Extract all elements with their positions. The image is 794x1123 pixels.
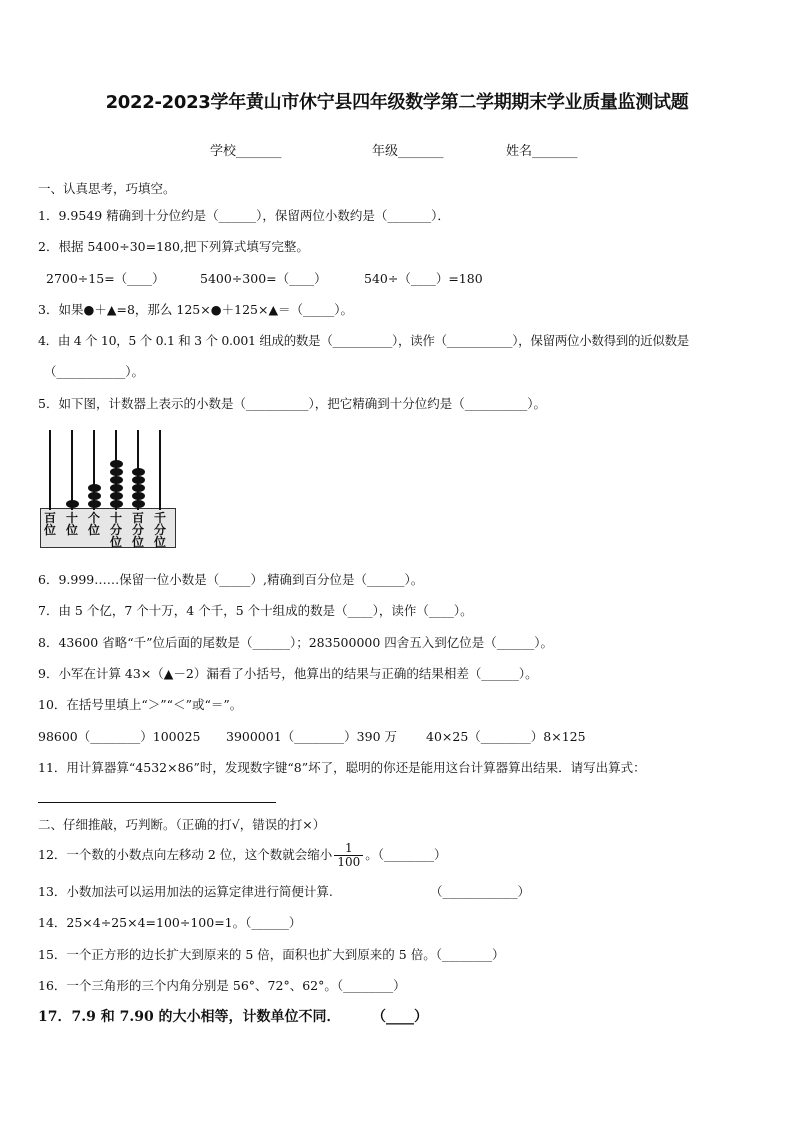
- grade-field: 年级_______: [372, 144, 444, 159]
- name-field: 姓名_______: [506, 144, 578, 159]
- abacus-bead: [132, 484, 145, 492]
- question-17-blank: （____）: [372, 1009, 428, 1025]
- abacus-label: 十分位: [109, 511, 122, 549]
- question-4-continued: （___________）。: [44, 364, 145, 379]
- question-8: 8．43600 省略“千”位后面的尾数是（______）；283500000 四舍五入到亿位是（______）。: [38, 635, 554, 650]
- abacus-bead: [110, 468, 123, 476]
- fraction-one-hundredth: [334, 842, 363, 869]
- question-2b: 5400÷300=（____）: [200, 271, 327, 286]
- question-17: 17．7.9 和 7.90 的大小相等，计数单位不同．: [38, 1009, 341, 1025]
- question-12-text: 12．一个数的小数点向左移动 2 位，这个数就会缩小: [38, 847, 333, 862]
- abacus-figure: [40, 430, 176, 550]
- section-2-heading: 二、仔细推敲，巧判断。（正确的打√，错误的打×）: [38, 817, 326, 832]
- abacus-rod: [71, 430, 73, 510]
- school-field: 学校_______: [210, 144, 282, 159]
- question-1: 1．9.9549 精确到十分位约是（______），保留两位小数约是（_______）．: [38, 208, 450, 223]
- abacus-bead: [110, 476, 123, 484]
- abacus-bead: [66, 500, 79, 508]
- question-12: [38, 840, 446, 870]
- abacus-label: 十位: [65, 511, 78, 537]
- question-9: 9．小军在计算 43×（▲－2）漏看了小括号，他算出的结果与正确的结果相差（______）。: [38, 666, 538, 681]
- abacus-bead: [88, 492, 101, 500]
- question-6: 6．9.999……保留一位小数是（_____）,精确到百分位是（______）。: [38, 572, 424, 587]
- question-10a: 98600（________）100025: [38, 729, 201, 744]
- abacus-rod: [159, 430, 161, 510]
- abacus-bead: [132, 476, 145, 484]
- abacus-bead: [132, 468, 145, 476]
- question-16: 16．一个三角形的三个内角分别是 56°、72°、62°。（________）: [38, 978, 406, 993]
- question-13: 13．小数加法可以运用加法的运算定律进行简便计算.: [38, 884, 333, 899]
- question-2: 2．根据 5400÷30=180,把下列算式填写完整。: [38, 239, 309, 254]
- question-10: 10．在括号里填上“＞”“＜”或“＝”。: [38, 697, 243, 712]
- fraction-numerator: 1: [334, 842, 363, 856]
- question-10b: 3900001（________）390 万: [226, 729, 398, 744]
- question-2a: 2700÷15=（____）: [46, 271, 165, 286]
- abacus-label: 千分位: [153, 511, 166, 549]
- abacus-bead: [110, 492, 123, 500]
- question-14: 14．25×4÷25×4=100÷100=1。（______）: [38, 915, 302, 930]
- question-12-blank: 。（________）: [365, 847, 447, 862]
- section-1-heading: 一、认真思考，巧填空。: [38, 181, 176, 196]
- abacus-bead: [110, 484, 123, 492]
- abacus-bead: [88, 484, 101, 492]
- abacus-bead: [110, 500, 123, 508]
- abacus-bead: [132, 492, 145, 500]
- question-7: 7．由 5 个亿，7 个十万，4 个千，5 个十组成的数是（____），读作（____）。: [38, 603, 473, 618]
- abacus-bead: [132, 500, 145, 508]
- fraction-denominator: 100: [337, 855, 361, 869]
- abacus-bead: [110, 460, 123, 468]
- question-4: 4．由 4 个 10，5 个 0.1 和 3 个 0.001 组成的数是（__________），读作（___________），保留两位小数得到的近似数是: [38, 333, 689, 348]
- abacus-rod: [49, 430, 51, 510]
- abacus-label: 百位: [43, 511, 56, 537]
- question-11: 11．用计算器算“4532×86”时，发现数字键“8”坏了，聪明的你还是能用这台计算器算出结果．请写出算式：: [38, 760, 646, 775]
- question-5: 5．如下图，计数器上表示的小数是（__________），把它精确到十分位约是（__________）。: [38, 396, 546, 411]
- abacus-label: 个位: [87, 511, 100, 537]
- question-2c: 540÷（____）=180: [364, 271, 483, 286]
- abacus-bead: [88, 500, 101, 508]
- page-title: 2022-2023学年黄山市休宁县四年级数学第二学期期末学业质量监测试题: [105, 92, 689, 113]
- question-13-blank: （____________）: [430, 884, 531, 899]
- question-10c: 40×25（________）8×125: [426, 729, 586, 744]
- abacus-label: 百分位: [131, 511, 144, 549]
- question-15: 15．一个正方形的边长扩大到原来的 5 倍，面积也扩大到原来的 5 倍。（________）: [38, 947, 505, 962]
- answer-line: [38, 802, 276, 803]
- question-3: 3．如果●＋▲=8，那么 125×●＋125×▲＝（_____）。: [38, 302, 354, 317]
